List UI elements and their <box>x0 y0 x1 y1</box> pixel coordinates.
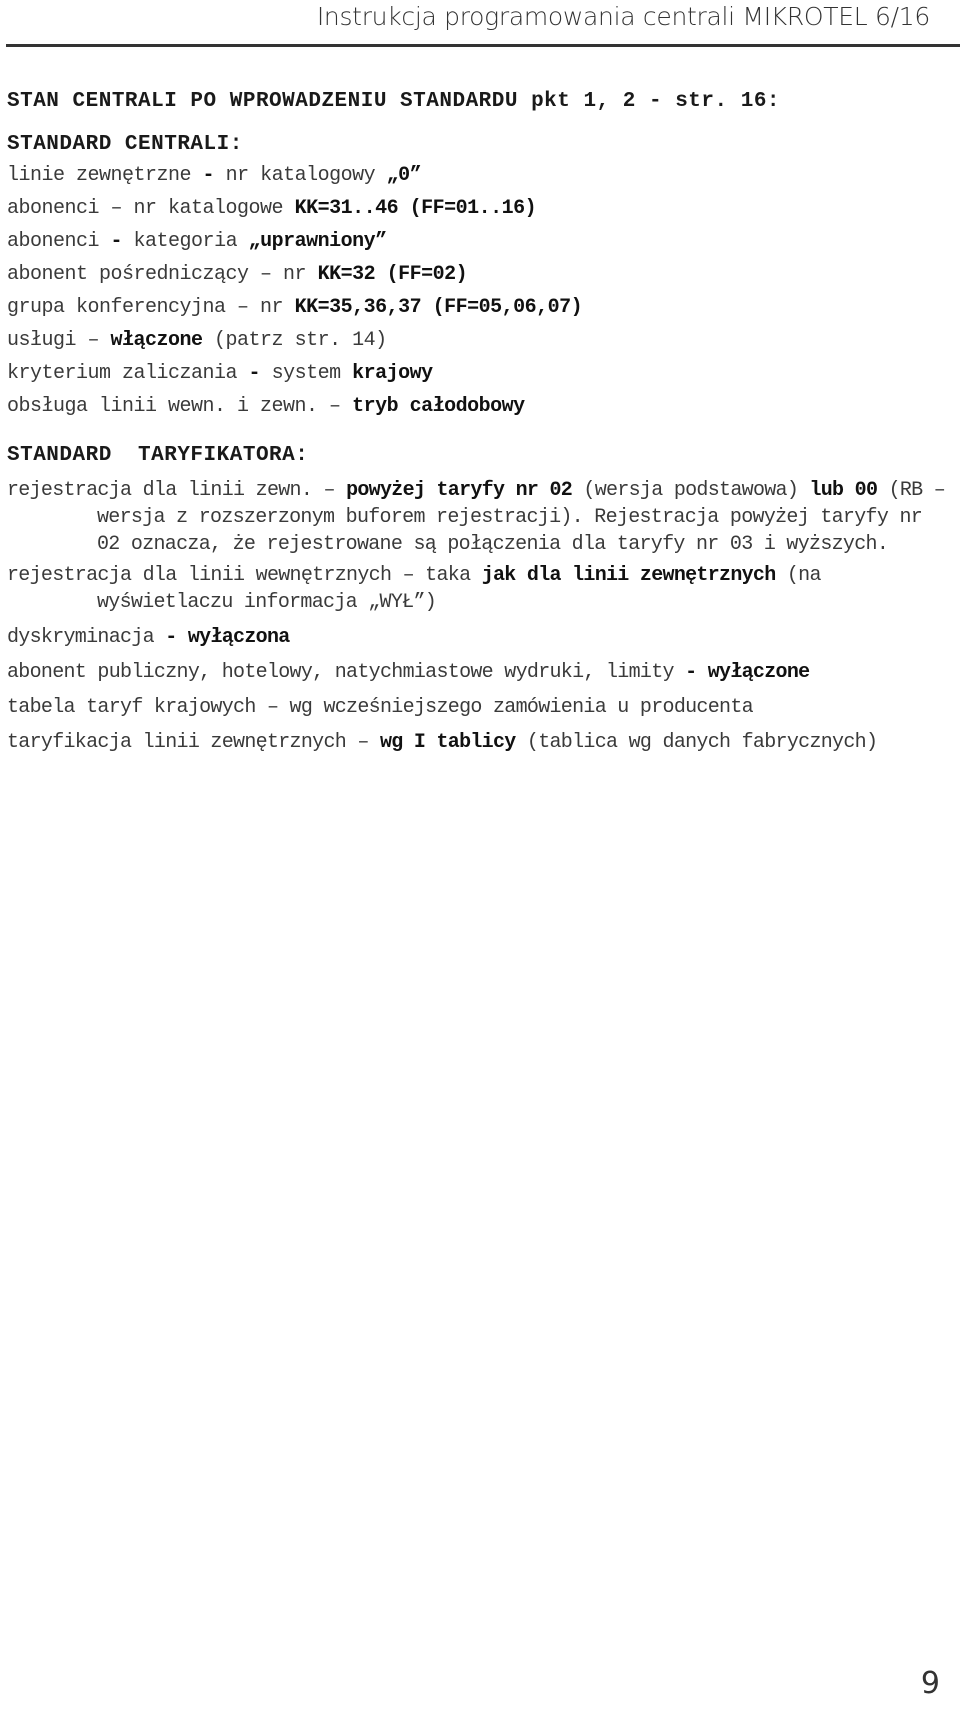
list-item: taryfikacja linii zewnętrznych – wg I tablicy (tablica wg danych fabrycznych) <box>7 731 878 754</box>
list-item: grupa konferencyjna – nr KK=35,36,37 (FF=05,06,07) <box>7 296 583 319</box>
list-item: linie zewnętrzne - nr katalogowy „0” <box>7 164 422 187</box>
list-item: rejestracja dla linii wewnętrznych – taka jak dla linii zewnętrznych (na wyświetlaczu informacja „WYŁ”) <box>7 564 821 614</box>
standard-taryfikatora-list <box>7 477 952 756</box>
standard-centrali-list <box>7 162 952 426</box>
list-item: abonenci – nr katalogowe KK=31..46 (FF=01..16) <box>7 197 537 220</box>
header-divider <box>6 44 960 47</box>
page-number: 9 <box>920 1666 940 1701</box>
list-item: abonenci - kategoria „uprawniony” <box>7 230 387 253</box>
document-body <box>7 90 952 756</box>
list-item: dyskryminacja - wyłączona <box>7 626 290 649</box>
list-item: obsługa linii wewn. i zewn. – tryb całodobowy <box>7 395 525 418</box>
list-item: tabela taryf krajowych – wg wcześniejszego zamówienia u producenta <box>7 696 753 719</box>
section-heading-standard-centrali: STANDARD CENTRALI: <box>7 133 243 156</box>
list-item: rejestracja dla linii zewn. – powyżej taryfy nr 02 (wersja podstawowa) lub 00 (RB – wersja z rozszerzonym buforem rejestracji). Rejestracja powyżej taryfy nr 02 oznacza, że rejestrowane są połączenia dla taryfy nr 03 i wyższych. <box>7 479 946 556</box>
document-title: Instrukcja programowania centrali MIKROTEL 6/16 <box>316 2 930 31</box>
section-heading-standard-taryfikatora: STANDARD TARYFIKATORA: <box>7 444 309 467</box>
page-header <box>0 0 960 46</box>
list-item: usługi – włączone (patrz str. 14) <box>7 329 387 352</box>
list-item: abonent pośredniczący – nr KK=32 (FF=02) <box>7 263 468 286</box>
section-heading-state: STAN CENTRALI PO WPROWADZENIU STANDARDU pkt 1, 2 - str. 16: <box>7 90 781 113</box>
list-item: abonent publiczny, hotelowy, natychmiastowe wydruki, limity - wyłączone <box>7 661 810 684</box>
list-item: kryterium zaliczania - system krajowy <box>7 362 433 385</box>
